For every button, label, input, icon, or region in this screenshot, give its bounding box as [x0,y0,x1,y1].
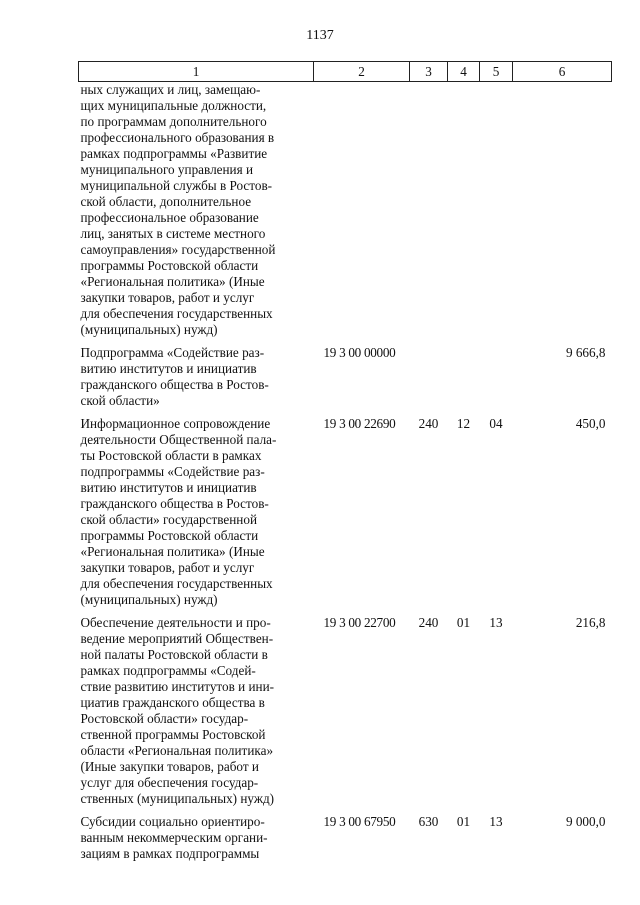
row-section [448,345,480,416]
row-amount: 9 000,0 [565,814,606,829]
row-amount [513,82,612,346]
table-row [79,82,612,346]
row-subsection [480,345,513,416]
table-header [79,62,612,82]
row-subsection: 13 [489,814,503,829]
page-number: 1137 [306,28,334,43]
row-section: 12 [456,416,471,431]
row-subsection: 13 [489,615,503,630]
header-col-3: 3 [410,62,448,82]
row-expense-type [410,82,448,346]
header-col-1: 1 [79,62,314,82]
header-col-6: 6 [513,62,612,82]
row-description: Подпрограмма «Содействие раз- витию институтов и инициатив гражданского общества в Ростов- ской области» [80,345,269,408]
row-section: 01 [456,814,471,829]
row-amount: 216,8 [575,615,606,630]
header-row [79,62,612,82]
row-description: Информационное сопровождение деятельности Общественной пала- ты Ростовской области в рамках подпрограммы «Содействие раз- витию институтов и инициатив гражданского общества в Ростов- ской области» государственной программы Ростовской области «Региональная политика» (Иные закупки товаров, работ и услуг для обеспечения государственных (муниципальных) нужд) [80,416,277,607]
row-description: ных служащих и лиц, замещаю- щих муниципальные должности, по программам дополнительного профессионального образования в рамках подпрограммы «Развитие муниципального управления и муниципальной службы в Ростов- ской области, дополнительное профессиональное образование лиц, занятых в системе местного самоуправления» государственной программы Ростовской области «Региональная политика» (Иные закупки товаров, работ и услуг для обеспечения государственных (муниципальных) нужд) [80,82,276,337]
row-description: Субсидии социально ориентиро- ванным некоммерческим органи- зациям в рамках подпрограммы [80,814,268,861]
row-code: 19 3 00 00000 [323,345,396,360]
row-code [314,82,410,346]
row-amount: 9 666,8 [565,345,606,360]
row-expense-type: 240 [418,615,439,630]
row-code: 19 3 00 67950 [323,814,396,829]
budget-table [78,61,612,869]
row-subsection [480,82,513,346]
row-code: 19 3 00 22700 [323,615,396,630]
row-expense-type [410,345,448,416]
table-row [79,814,612,869]
row-expense-type: 630 [418,814,439,829]
table-row [79,416,612,615]
row-expense-type: 240 [418,416,439,431]
table-row [79,345,612,416]
header-col-5: 5 [480,62,513,82]
header-col-2: 2 [314,62,410,82]
header-col-4: 4 [448,62,480,82]
table-body [79,82,612,870]
table-row [79,615,612,814]
row-section: 01 [456,615,471,630]
row-section [448,82,480,346]
row-subsection: 04 [489,416,503,431]
row-description: Обеспечение деятельности и про- ведение мероприятий Обществен- ной палаты Ростовской области в рамках подпрограммы «Содей- ствие развитию институтов и ини- циатив гражданского общества в Ростовской области» государ- ственной программы Ростовской области «Региональная политика» (Иные закупки товаров, работ и услуг для обеспечения государ- ственных (муниципальных) нужд) [80,615,275,806]
row-amount: 450,0 [575,416,606,431]
row-code: 19 3 00 22690 [323,416,396,431]
